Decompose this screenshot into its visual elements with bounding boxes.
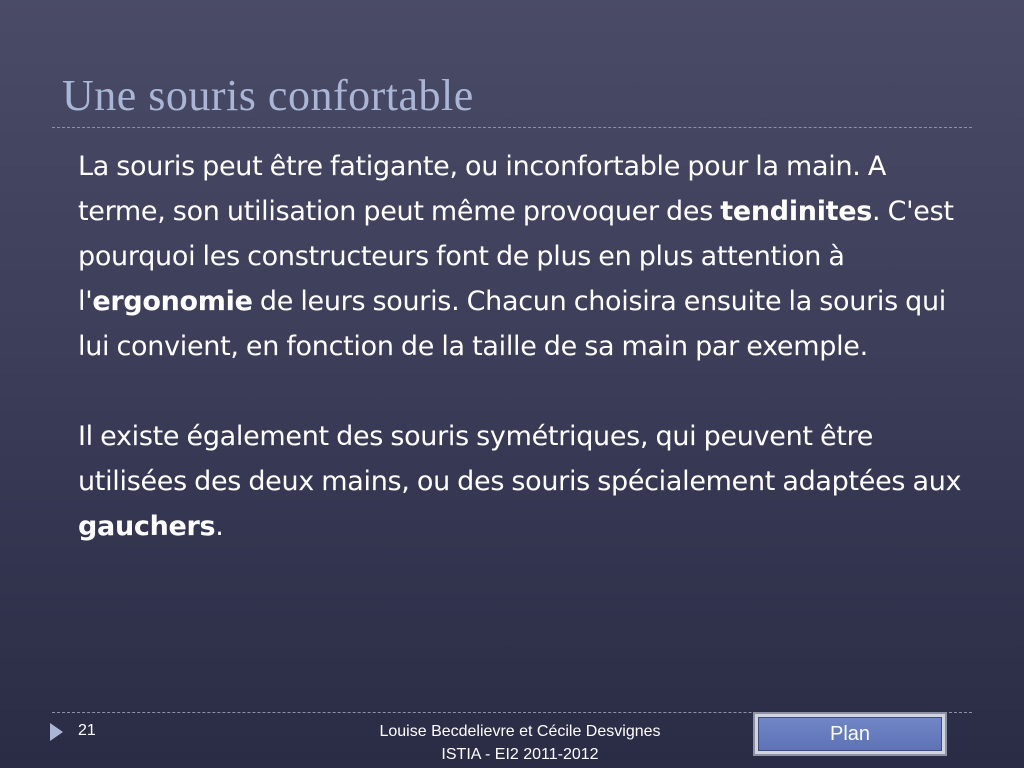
page-number: 21 xyxy=(78,722,96,739)
paragraph2-text-2: . xyxy=(215,511,224,542)
footer-authors: Louise Becdelievre et Cécile Desvignes xyxy=(379,723,661,740)
plan-button[interactable] xyxy=(753,712,947,756)
keyword-ergonomie: ergonomie xyxy=(92,286,253,317)
paragraph-symmetric-mice xyxy=(78,414,978,549)
title-divider xyxy=(52,127,972,128)
paragraph1-text-3: de leurs souris. Chacun choisira ensuite la souris qui lui convient, en fonction de la taille de sa main par exemple. xyxy=(78,286,946,362)
footer-institution: ISTIA - EI2 2011-2012 xyxy=(441,746,599,763)
paragraph-ergonomics xyxy=(78,144,978,369)
paragraph1-text-2: . C'est pourquoi les constructeurs font de plus en plus attention à l' xyxy=(78,196,954,317)
triangle-bullet-icon xyxy=(50,723,63,741)
plan-button-label[interactable]: Plan xyxy=(758,717,942,751)
slide-title: Une souris confortable xyxy=(62,71,474,120)
slide-body xyxy=(78,144,978,549)
paragraph1-text-1: La souris peut être fatigante, ou inconfortable pour la main. A terme, son utilisation peut même provoquer des xyxy=(78,151,887,227)
paragraph2-text-1: Il existe également des souris symétriques, qui peuvent être utilisées des deux mains, ou des souris spécialement adaptées aux xyxy=(78,421,962,497)
keyword-gauchers: gauchers xyxy=(78,511,216,542)
keyword-tendinites: tendinites xyxy=(720,196,873,227)
footer-credits xyxy=(340,720,700,766)
